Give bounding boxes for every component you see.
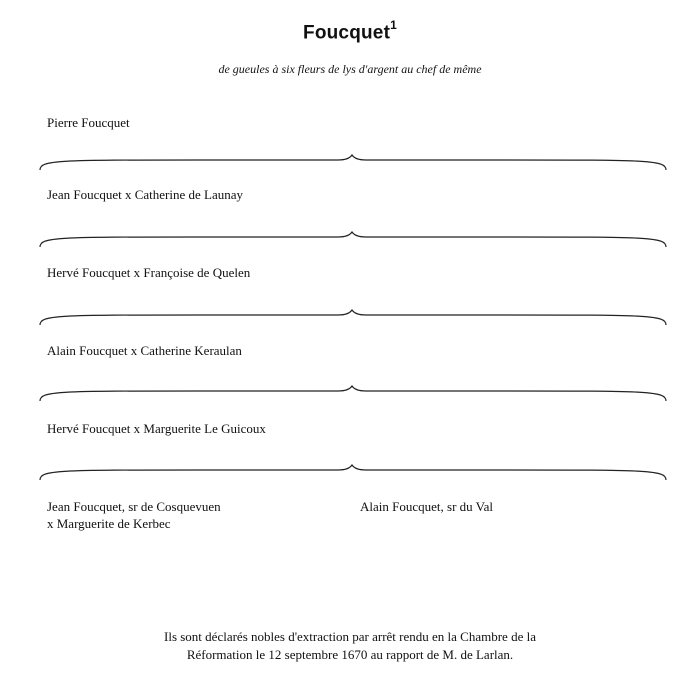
generation-4: Alain Foucquet x Catherine Keraulan (47, 343, 242, 358)
brace-2 (38, 231, 668, 249)
child-left (47, 498, 221, 532)
generation-5: Hervé Foucquet x Marguerite Le Guicoux (47, 421, 266, 436)
family-name: Foucquet (303, 22, 391, 44)
brace-5 (38, 464, 668, 482)
child-right: Alain Foucquet, sr du Val (360, 499, 493, 514)
footer-line-1: Ils sont déclarés nobles d'extraction par arrêt rendu en la Chambre de la (164, 629, 536, 644)
footer-line-2: Réformation le 12 septembre 1670 au rapport de M. de Larlan. (186, 647, 514, 662)
brace-4 (38, 385, 668, 403)
child-left-spouse: x Marguerite de Kerbec (47, 516, 171, 531)
generation-3: Hervé Foucquet x Françoise de Quelen (47, 265, 251, 280)
child-left-name: Jean Foucquet, sr de Cosquevuen (47, 499, 221, 514)
brace-1 (38, 154, 668, 172)
footer-note (0, 628, 700, 664)
coat-of-arms-motto: de gueules à six fleurs de lys d'argent au chef de même (218, 62, 482, 76)
footnote-marker: 1 (390, 18, 397, 32)
page-title (0, 20, 700, 44)
brace-3 (38, 309, 668, 327)
generation-1: Pierre Foucquet (47, 115, 130, 130)
generation-2: Jean Foucquet x Catherine de Launay (47, 187, 244, 202)
